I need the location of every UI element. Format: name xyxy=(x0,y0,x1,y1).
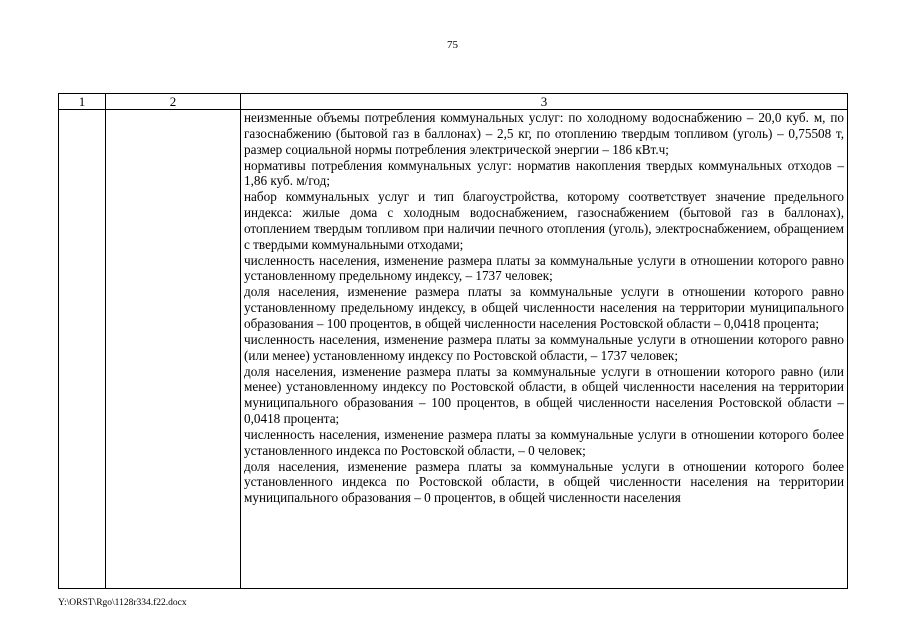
paragraph-population-equal-or-less-regional: численность населения, изменение размера платы за коммунальные услуги в отношении которого равно (или менее) установленному индексу по Ростовской области, – 1737 человек; xyxy=(244,331,844,363)
paragraph-share-equal-or-less-regional: доля населения, изменение размера платы за коммунальные услуги в отношении которого равно (или менее) установленному индексу по Ростовской области, в общей численности населения на территории муниципального образования – 100 процентов, в общей численности населения Ростовской области – 0,0418 процента; xyxy=(244,363,844,427)
document-table xyxy=(58,93,848,589)
header-cell-1: 1 xyxy=(59,94,106,110)
header-cell-2: 2 xyxy=(106,94,241,110)
table-row xyxy=(59,110,848,589)
paragraph-population-equal-limit: численность населения, изменение размера платы за коммунальные услуги в отношении которого равно установленному предельному индексу, – 1737 человек; xyxy=(244,252,844,284)
footer-file-path: Y:\ORST\Rgo\1128r334.f22.docx xyxy=(58,598,187,608)
page-number: 75 xyxy=(447,39,458,51)
paragraph-consumption-volumes: неизменные объемы потребления коммунальных услуг: по холодному водоснабжению – 20,0 куб. м, по газоснабжению (бытовой газ в баллонах) – 2,5 кг, по отоплению твердым топливом (уголь) – 0,75508 т, размер социальной нормы потребления электрической энергии – 186 кВт.ч; xyxy=(244,110,844,157)
paragraph-consumption-norms: нормативы потребления коммунальных услуг: норматив накопления твердых коммунальных отходов – 1,86 куб. м/год; xyxy=(244,157,844,189)
table-cell-column-3 xyxy=(241,110,848,589)
table-cell-column-2 xyxy=(106,110,241,589)
paragraph-population-above-regional: численность населения, изменение размера платы за коммунальные услуги в отношении которого более установленного индекса по Ростовской области, – 0 человек; xyxy=(244,426,844,458)
paragraph-share-above-regional: доля населения, изменение размера платы за коммунальные услуги в отношении которого более установленного индекса по Ростовской области, в общей численности населения на территории муниципального образования – 0 процентов, в общей численности населения xyxy=(244,458,844,506)
header-cell-3: 3 xyxy=(241,94,848,110)
table-cell-column-1 xyxy=(59,110,106,589)
table-header-row xyxy=(59,94,848,110)
paragraph-share-equal-limit: доля населения, изменение размера платы за коммунальные услуги в отношении которого равно установленному предельному индексу, в общей численности населения на территории муниципального образования – 100 процентов, в общей численности населения Ростовской области – 0,0418 процента; xyxy=(244,284,844,331)
paragraph-services-set: набор коммунальных услуг и тип благоустройства, которому соответствует значение предельного индекса: жилые дома с холодным водоснабжением, газоснабжением (бытовой газ в баллонах), отоплением твердым топливом при наличии печного отопления (уголь), электроснабжением, обращением с твердыми коммунальными отходами; xyxy=(244,189,844,252)
